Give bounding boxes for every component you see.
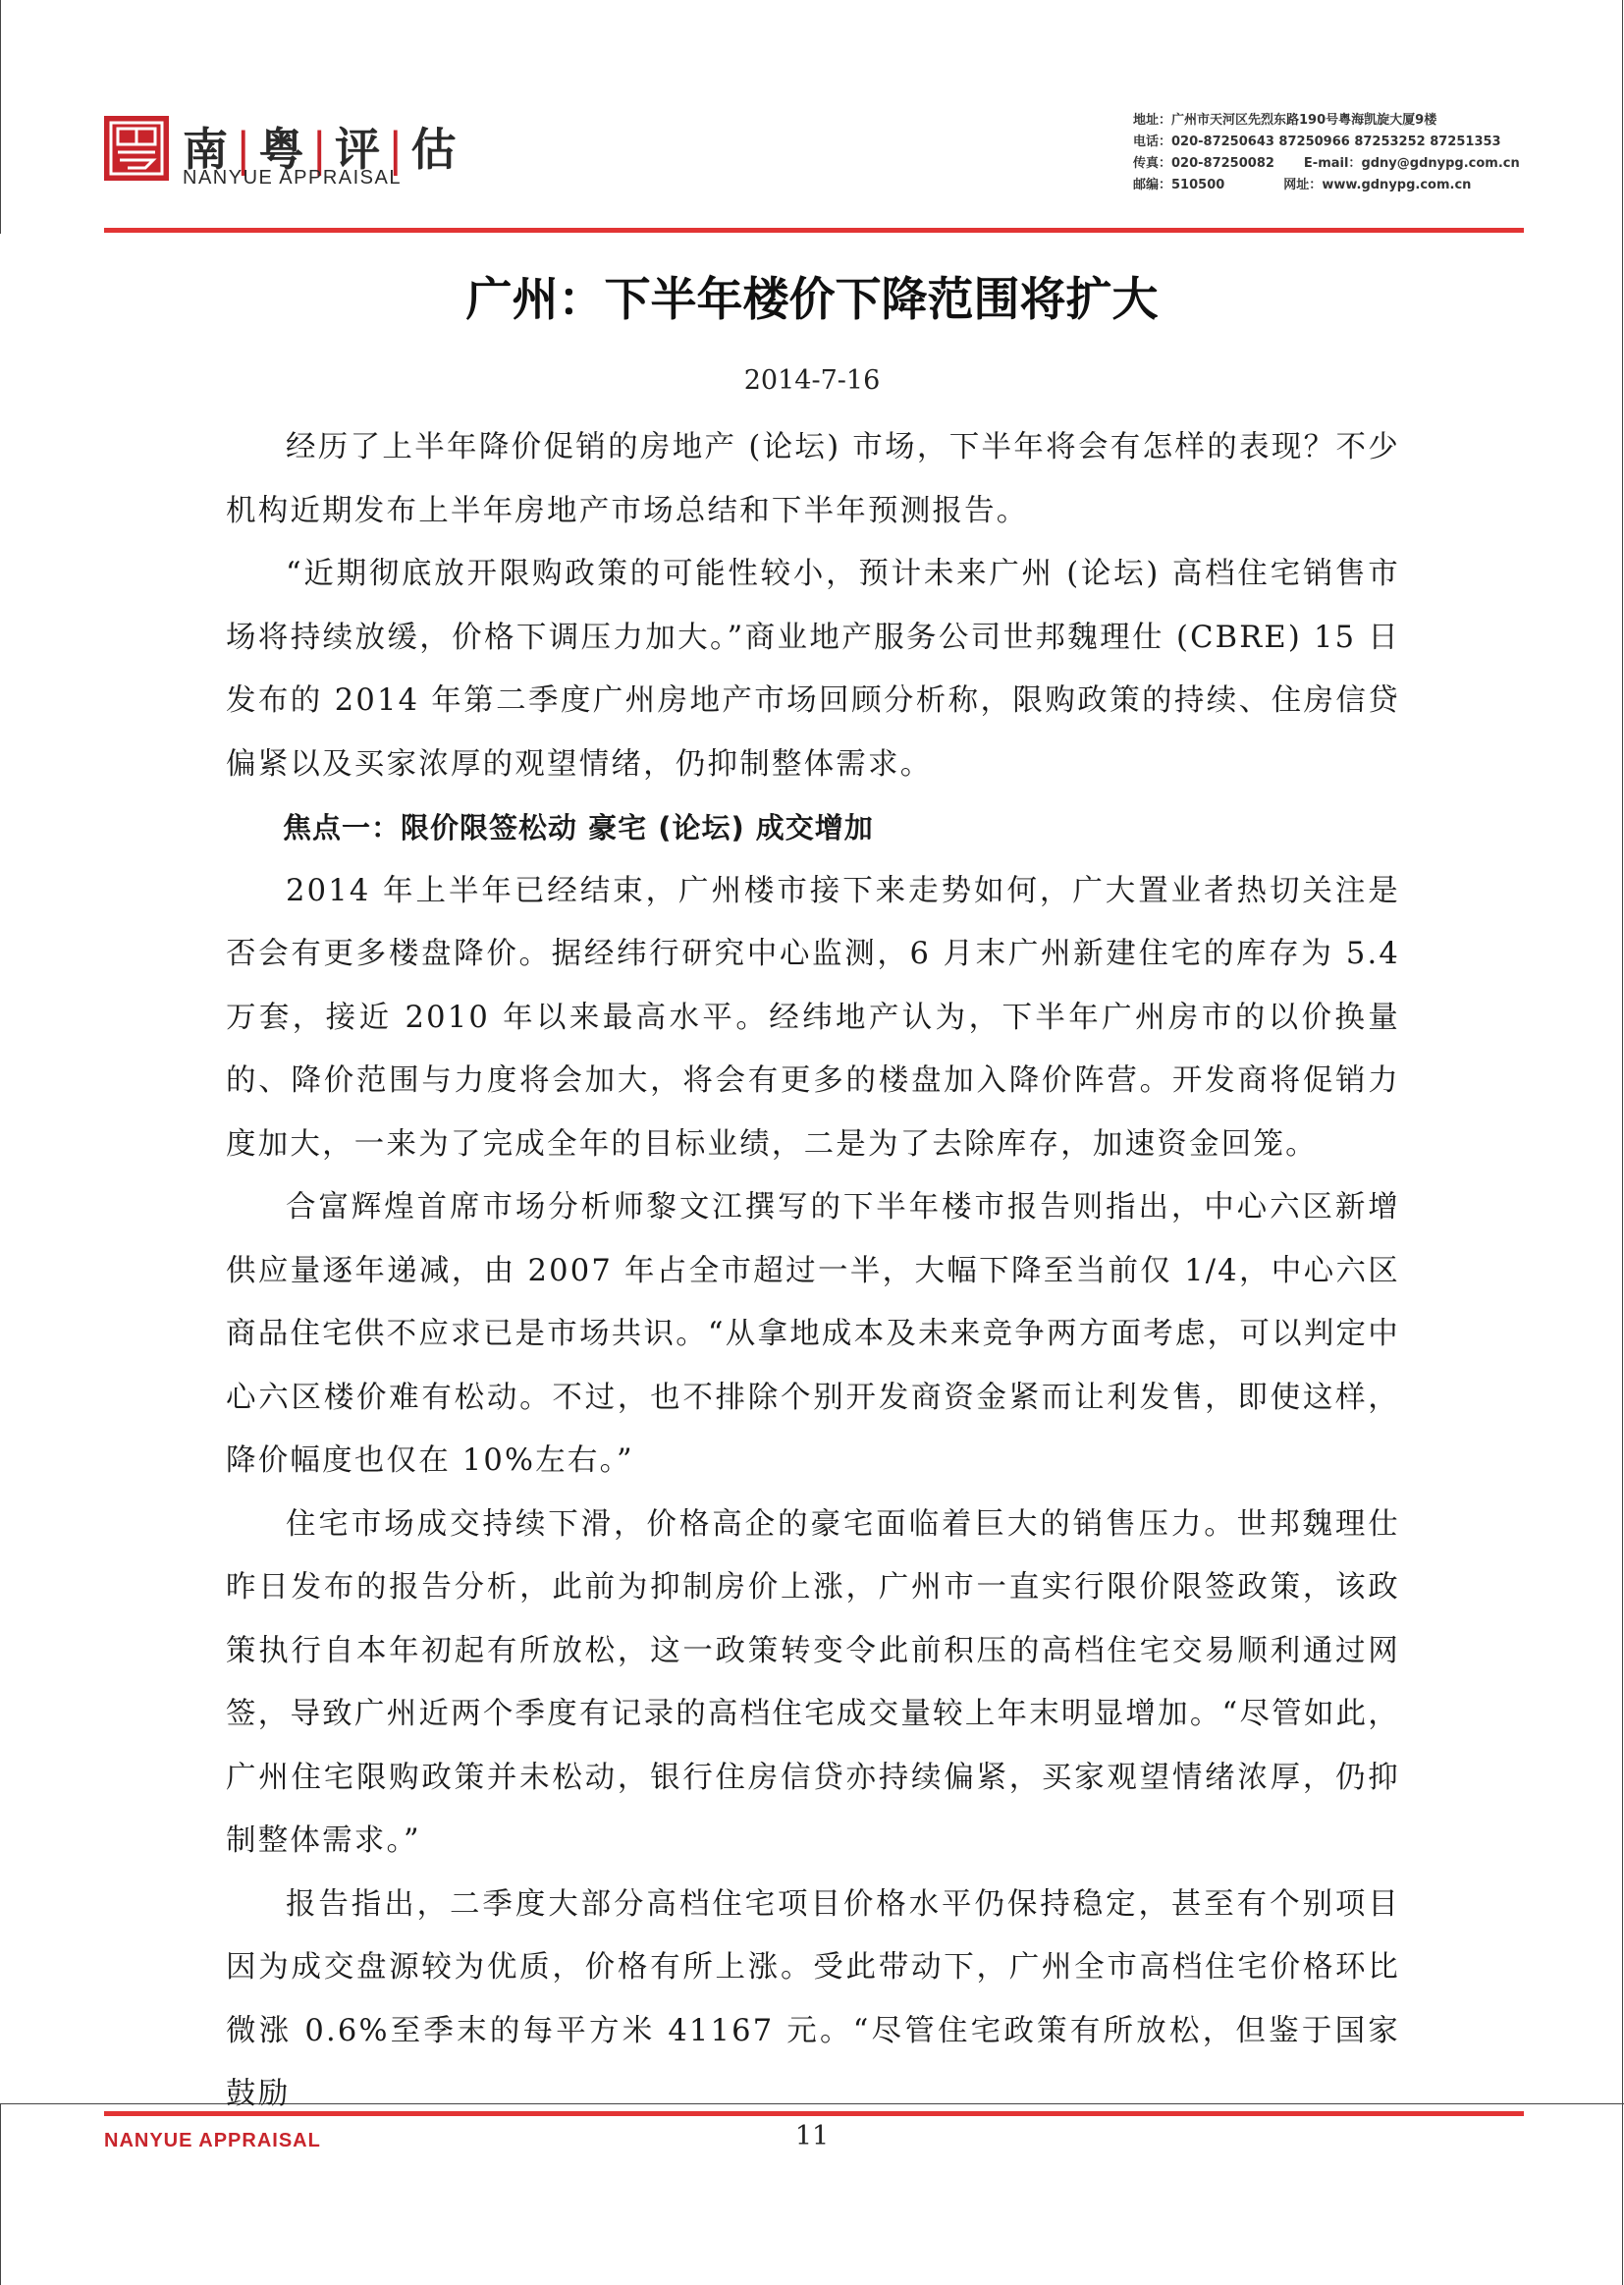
contact-postcode-website: 邮编：510500 网址：www.gdnypg.com.cn	[1133, 178, 1472, 192]
brand-name-en: NANYUE APPRAISAL	[183, 167, 402, 189]
frame-line-left	[0, 0, 1, 234]
paragraph: 经历了上半年降价促销的房地产 (论坛) 市场，下半年将会有怎样的表现？不少机构近期发布上半年房地产市场总结和下半年预测报告。	[226, 430, 1400, 528]
contact-block	[1133, 110, 1520, 196]
article-date: 2014-7-16	[743, 365, 881, 396]
article-title: 广州：下半年楼价下降范围将扩大	[465, 273, 1159, 327]
contact-address: 地址：广州市天河区先烈东路190号粤海凯旋大厦9楼	[1133, 113, 1437, 128]
article-body	[226, 416, 1400, 2127]
brand-separator: |	[236, 123, 253, 176]
paragraph: 住宅市场成交持续下滑，价格高企的豪宅面临着巨大的销售压力。世邦魏理仕昨日发布的报告分析，此前为抑制房价上涨，广州市一直实行限价限签政策，该政策执行自本年初起有所放松，这一政策转变令此前积压的高档住宅交易顺利通过网签，导致广州近两个季度有记录的高档住宅成交量较上年末明显增加。“尽管如此，广州住宅限购政策并未松动，银行住房信贷亦持续偏紧，买家观望情绪浓厚，仍抑制整体需求。”	[226, 1506, 1400, 1858]
frame-line-right	[1622, 0, 1623, 2285]
section-heading: 焦点一：限价限签松动 豪宅 (论坛) 成交增加	[283, 811, 874, 844]
nanyue-logo-icon	[104, 116, 169, 181]
paragraph: 合富辉煌首席市场分析师黎文江撰写的下半年楼市报告则指出，中心六区新增供应量逐年递减，由 2007 年占全市超过一半，大幅下降至当前仅 1/4，中心六区商品住宅供不应求已是市场共识。“从拿地成本及未来竞争两方面考虑，可以判定中心六区楼价难有松动。不过，也不排除个别开发商资金紧而让利发售，即使这样，降价幅度也仅在 10%左右。”	[226, 1190, 1400, 1478]
header-divider	[104, 228, 1524, 233]
page-number: 11	[794, 2121, 830, 2151]
website-link[interactable]: www.gdnypg.com.cn	[1322, 178, 1472, 192]
paragraph: 报告指出，二季度大部分高档住宅项目价格水平仍保持稳定，甚至有个别项目因为成交盘源较为优质，价格有所上涨。受此带动下，广州全市高档住宅价格环比微涨 0.6%至季末的每平方米 41167 元。“尽管住宅政策有所放松，但鉴于国家鼓励	[226, 1886, 1400, 2111]
brand-separator: |	[388, 123, 406, 176]
paragraph: 2014 年上半年已经结束，广州楼市接下来走势如何，广大置业者热切关注是否会有更多楼盘降价。据经纬行研究中心监测，6 月末广州新建住宅的库存为 5.4 万套，接近 2010 年以来最高水平。经纬地产认为，下半年广州房市的以价换量的、降价范围与力度将会加大，将会有更多的楼盘加入降价阵营。开发商将促销力度加大，一来为了完成全年的目标业绩，二是为了去除库存，加速资金回笼。	[226, 873, 1400, 1162]
footer-divider	[104, 2111, 1524, 2116]
contact-fax-email: 传真：020-87250082 E-mail：gdny@gdnypg.com.cn	[1133, 156, 1520, 171]
footer-brand: NANYUE APPRAISAL	[104, 2130, 321, 2151]
brand-char: 评	[335, 123, 382, 176]
brand-char: 粤	[258, 123, 306, 176]
brand-separator: |	[311, 123, 329, 176]
email-link[interactable]: gdny@gdnypg.com.cn	[1361, 156, 1520, 171]
brand-char: 南	[183, 123, 230, 176]
contact-phone: 电话：020-87250643 87250966 87253252 87251353	[1133, 135, 1501, 149]
paragraph: “近期彻底放开限购政策的可能性较小，预计未来广州 (论坛) 高档住宅销售市场将持续放缓，价格下调压力加大。”商业地产服务公司世邦魏理仕 (CBRE) 15 日发布的 2014 年第二季度广州房地产市场回顾分析称，限购政策的持续、住房信贷偏紧以及买家浓厚的观望情绪，仍抑制整体需求。	[226, 557, 1400, 782]
brand-char: 估	[410, 123, 459, 176]
